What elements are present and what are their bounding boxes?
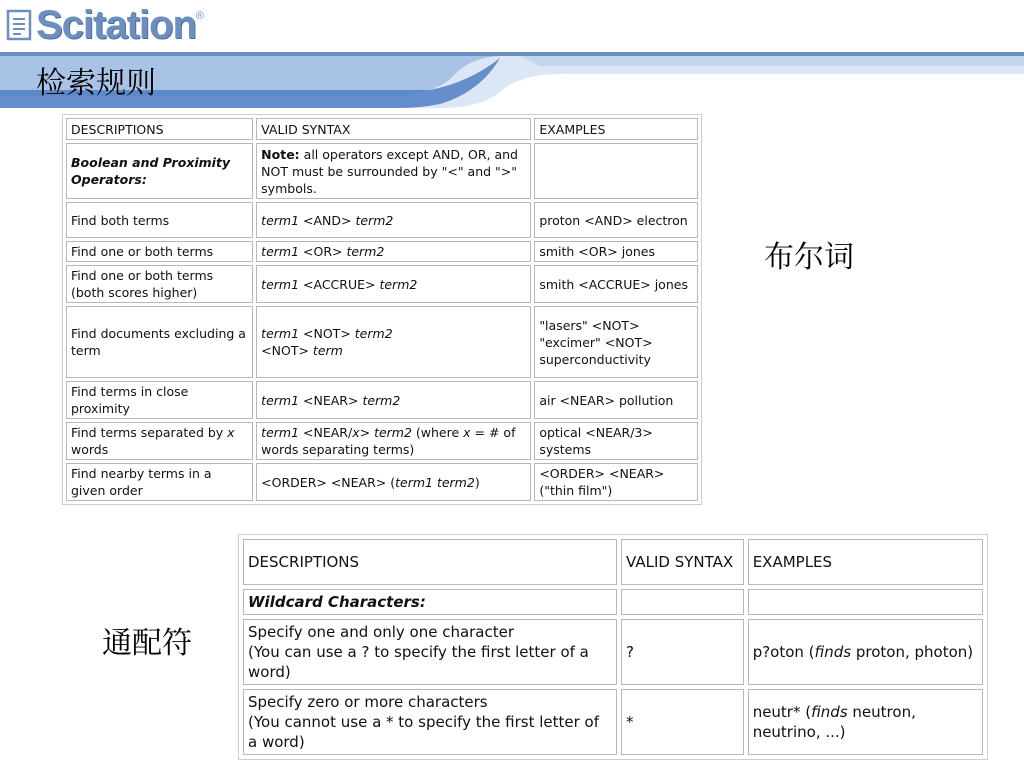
table-row [66, 381, 698, 419]
syntax-term: term2 [354, 326, 393, 341]
description-text: (You can use a ? to specify the first letter of a word) [248, 643, 589, 681]
example-cell: proton <AND> electron [534, 202, 698, 238]
empty-cell [534, 143, 698, 199]
table-row [66, 241, 698, 262]
table-row [66, 265, 698, 303]
wildcard-label: 通配符 [102, 626, 192, 661]
syntax-cell [256, 265, 531, 303]
section-row [66, 143, 698, 199]
example-text: finds [811, 703, 848, 721]
syntax-cell: ? [621, 619, 744, 685]
syntax-term: term1 [261, 276, 300, 292]
column-header: DESCRIPTIONS [243, 539, 617, 585]
syntax-operator: <NEAR/ [299, 425, 353, 440]
syntax-operator: <ORDER> <NEAR> ( [261, 474, 396, 490]
section-title: Boolean and Proximity Operators: [66, 143, 253, 199]
syntax-term: term2 [374, 425, 412, 440]
syntax-term: term [312, 343, 343, 358]
syntax-term: term1 [261, 326, 300, 341]
wildcard-table [238, 534, 988, 760]
syntax-term: term1 [261, 392, 300, 408]
logo-wordmark: Scitation [36, 3, 196, 47]
syntax-operator: <OR> [299, 244, 347, 259]
syntax-term: term2 [362, 392, 401, 408]
description-cell [243, 619, 617, 685]
syntax-term: term1 term2 [395, 474, 475, 490]
note-text: all operators except AND, OR, and NOT must be surrounded by "<" and ">" symbols. [261, 146, 518, 196]
variable-x: x [352, 425, 360, 440]
example-cell [748, 689, 983, 755]
syntax-operator: <AND> [299, 212, 356, 228]
example-cell: air <NEAR> pollution [534, 381, 698, 419]
syntax-term: term2 [346, 244, 385, 259]
description-cell: Find terms in close proximity [66, 381, 253, 419]
example-cell: <ORDER> <NEAR> ("thin film") [534, 463, 698, 501]
example-text: neutr* ( [752, 703, 812, 721]
description-cell: Find one or both terms [66, 241, 253, 262]
syntax-cell [256, 463, 531, 501]
syntax-operator: <ACCRUE> [299, 276, 380, 292]
description-text: (You cannot use a * to specify the first letter of a word) [248, 713, 600, 751]
section-title: Wildcard Characters: [243, 589, 617, 615]
description-cell: Find nearby terms in a given order [66, 463, 253, 501]
boolean-label: 布尔词 [764, 240, 854, 275]
syntax-cell [256, 202, 531, 238]
example-cell: "lasers" <NOT> "excimer" <NOT> superconductivity [534, 306, 698, 378]
syntax-operator: <NOT> [299, 326, 355, 341]
syntax-cell [256, 306, 531, 378]
syntax-note: = # of words separating terms) [261, 425, 516, 457]
description-text: words [71, 442, 109, 457]
syntax-term: term1 [261, 425, 300, 440]
table-row [243, 619, 983, 685]
example-cell: smith <ACCRUE> jones [534, 265, 698, 303]
note-cell [256, 143, 531, 199]
syntax-cell [256, 241, 531, 262]
description-text: Specify zero or more characters [248, 693, 488, 711]
empty-cell [748, 589, 983, 615]
section-row [243, 589, 983, 615]
description-cell: Find both terms [66, 202, 253, 238]
syntax-cell [256, 422, 531, 460]
syntax-operator: > [359, 425, 375, 440]
description-cell [243, 689, 617, 755]
document-icon [6, 9, 32, 41]
table-row [66, 463, 698, 501]
syntax-operator: <NEAR> [299, 392, 363, 408]
example-text: neutron, neutrino, ...) [752, 703, 916, 741]
page-title: 检索规则 [36, 66, 156, 101]
table-row [243, 689, 983, 755]
example-cell: optical <NEAR/3> systems [534, 422, 698, 460]
description-text: Specify one and only one character [248, 623, 515, 641]
table-row [66, 422, 698, 460]
column-header: VALID SYNTAX [256, 118, 531, 140]
example-text: proton, photon) [851, 643, 974, 661]
example-cell: smith <OR> jones [534, 241, 698, 262]
example-cell [748, 619, 983, 685]
registered-mark: ® [195, 10, 205, 22]
empty-cell [621, 589, 744, 615]
syntax-term: term1 [261, 244, 300, 259]
syntax-cell [256, 381, 531, 419]
example-text: p?oton ( [752, 643, 815, 661]
syntax-term: term1 [261, 212, 300, 228]
syntax-note: (where [411, 425, 464, 440]
table-header-row [66, 118, 698, 140]
syntax-term: term2 [379, 276, 418, 292]
table-row [66, 306, 698, 378]
scitation-logo [6, 4, 204, 46]
description-cell [66, 422, 253, 460]
table-row [66, 202, 698, 238]
column-header: EXAMPLES [748, 539, 983, 585]
column-header: EXAMPLES [534, 118, 698, 140]
boolean-operators-table [62, 114, 702, 505]
syntax-term: term2 [355, 212, 394, 228]
note-label: Note: [261, 146, 300, 162]
syntax-operator: ) [474, 474, 480, 490]
description-text: Find terms separated by [71, 425, 228, 440]
column-header: VALID SYNTAX [621, 539, 744, 585]
syntax-operator: <NOT> [261, 343, 313, 358]
description-cell: Find documents excluding a term [66, 306, 253, 378]
description-cell: Find one or both terms (both scores higher) [66, 265, 253, 303]
variable-x: x [463, 425, 471, 440]
column-header: DESCRIPTIONS [66, 118, 253, 140]
syntax-cell: * [621, 689, 744, 755]
example-text: finds [814, 643, 852, 661]
table-header-row [243, 539, 983, 585]
variable-x: x [227, 425, 235, 440]
